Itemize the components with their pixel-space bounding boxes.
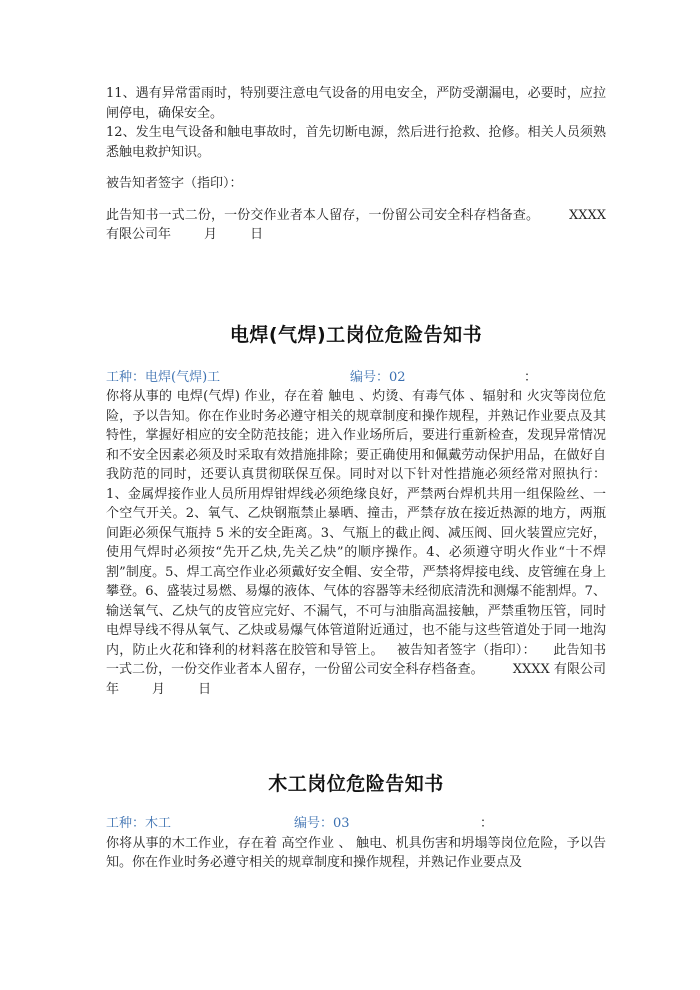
worktype-label: 工种：电焊(气焊)工 bbox=[106, 369, 221, 385]
number-label: 编号：03 bbox=[294, 816, 350, 831]
welder-meta-row bbox=[106, 368, 606, 388]
worktype-label: 工种：木工 bbox=[106, 816, 172, 831]
welder-notice-title: 电焊(气焊)工岗位危险告知书 bbox=[229, 323, 483, 346]
carpenter-notice-title: 木工岗位危险告知书 bbox=[268, 773, 444, 795]
closing-statement: 此告知书一式二份，一份交作业者本人留存，一份留公司安全科存档备查。 XXXX 有限公司年 月 日 bbox=[106, 207, 611, 242]
document-page bbox=[106, 84, 611, 873]
item-12: 12、发生电气设备和触电事故时，首先切断电源，然后进行抢救、抢修。相关人员须熟悉触电救护知识。 bbox=[106, 125, 606, 160]
welder-notice-body: 你将从事的 电焊(气焊) 作业，存在着 触电 、灼烫、有毒气体 、辐射和 火灾等岗位危险，予以告知。你在作业时务必遵守相关的规章制度和操作规程，并熟记作业要点及其特性，掌握好相应的安全防范技能；进入作业场所后，要进行重新检查，发现异常情况和不安全因素必须及时采取有效措施排除；要正确使用和佩戴劳动保护用品，在做好自我防范的同时，还要认真贯彻联保互保。同时对以下针对性措施必须经常对照执行：1、金属焊接作业人员所用焊钳焊线必须绝缘良好，严禁两台焊机共用一组保险丝、一个空气开关。2、氧气、乙炔钢瓶禁止暴晒、撞击，严禁存放在接近热源的地方，两瓶间距必须保气瓶持 5 米的安全距离。3、气瓶上的截止阀、减压阀、回火装置应完好，使用气焊时必须按“先开乙炔,先关乙炔”的顺序操作。4、必须遵守明火作业“十不焊割”制度。5、焊工高空作业必须戴好安全帽、安全带，严禁将焊接电线、皮管缠在身上攀登。6、盛装过易燃、易爆的液体、气体的容器等未经彻底清洗和测爆不能割焊。7、输送氧气、乙炔气的皮管应完好、不漏气，不可与油脂高温接触，严禁重物压管，同时电焊导线不得从氧气、乙炔或易爆气体管道附近通过，也不能与这些管道处于同一地沟内，防止火花和锋利的材料落在胶管和导管上。 被告知者签字（指印）： 此告知书一式二份，一份交作业者本人留存，一份留公司安全科存档备查。 XXXX 有限公司年 月 日 bbox=[106, 389, 606, 697]
carpenter-meta-row bbox=[106, 814, 606, 834]
carpenter-notice-body: 你将从事的木工作业，存在着 高空作业 、 触电、机具伤害和坍塌等岗位危险，予以告知。你在作业时务必遵守相关的规章制度和操作规程，并熟记作业要点及 bbox=[106, 835, 606, 870]
meta-colon: ： bbox=[524, 369, 538, 385]
meta-colon: ： bbox=[480, 816, 494, 831]
number-label: 编号：02 bbox=[350, 369, 406, 385]
item-11: 11、遇有异常雷雨时，特别要注意电气设备的用电安全，严防受潮漏电，必要时，应拉闸停电，确保安全。 bbox=[106, 86, 606, 121]
signature-line: 被告知者签字（指印）： bbox=[106, 176, 243, 191]
